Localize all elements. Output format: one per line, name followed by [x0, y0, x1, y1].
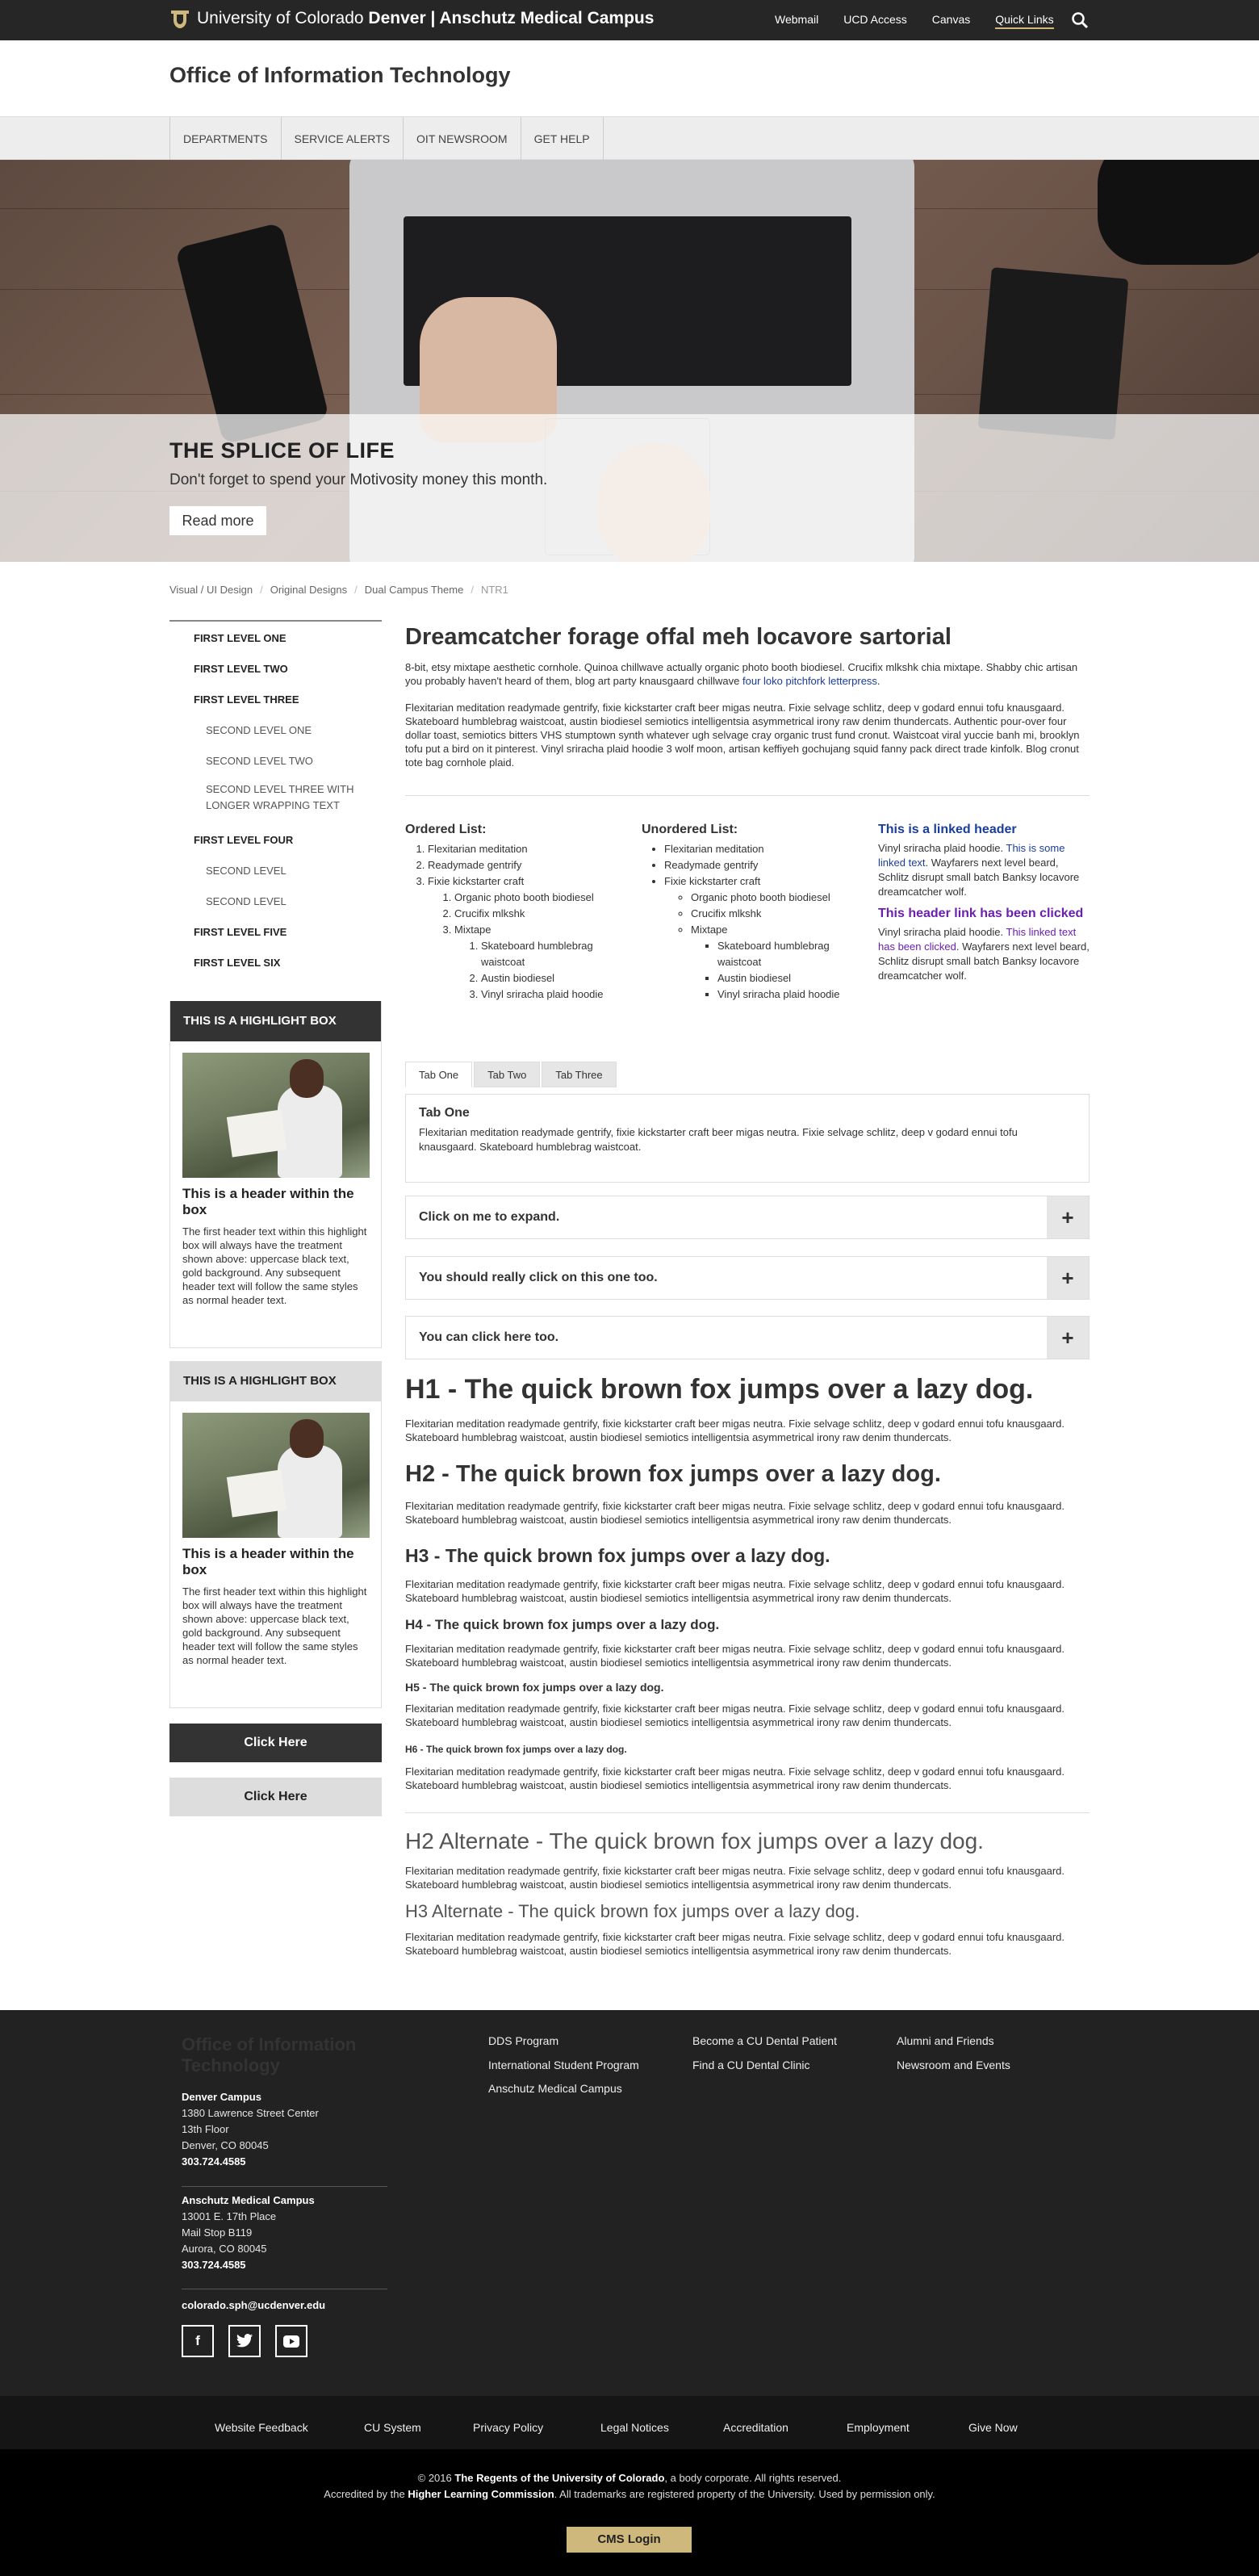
list-item: [691, 922, 860, 1003]
list-item: • Flexitarian meditation: [664, 841, 860, 857]
heading-h6: H6 - The quick brown fox jumps over a lazy dog.: [405, 1744, 627, 1755]
footer-nav-link[interactable]: Legal Notices: [600, 2421, 669, 2434]
denver-campus-label: Denver Campus: [182, 2091, 261, 2103]
breadcrumb-item[interactable]: Visual / UI Design: [169, 584, 253, 596]
sidebar-subitem[interactable]: SECOND LEVEL THREE WITH LONGER WRAPPING TEXT: [206, 783, 354, 811]
sidebar-subitem[interactable]: SECOND LEVEL ONE: [206, 724, 312, 736]
intro-text: 8-bit, etsy mixtape aesthetic cornhole. Quinoa chillwave actually organic photo booth biodiesel. Crucifix mlkshk chia mixtape. Shabby chic artisan you probably haven't heard of them, blog art party knausgaard chillwave: [405, 661, 1078, 687]
tab-bar: [405, 1062, 1090, 1087]
university-brand[interactable]: [197, 9, 654, 28]
facebook-icon[interactable]: f: [182, 2325, 214, 2357]
breadcrumb-item[interactable]: Original Designs: [270, 584, 348, 596]
footer-link[interactable]: DDS Program: [488, 2034, 559, 2047]
heading-h2: H2 - The quick brown fox jumps over a lazy dog.: [405, 1461, 941, 1487]
list-item: 2. Austin biodiesel: [481, 970, 623, 986]
highlight-box-text: The first header text within this highlight box will always have the treatment shown above: uppercase black text, gold background. Any subsequent header text will follow the same styles as normal header text.: [182, 1585, 367, 1666]
body-paragraph: Flexitarian meditation readymade gentrify, fixie kickstarter craft beer migas neutra. Fixie selvage schlitz, deep v godard ennui tofu knausgaard. Skateboard humblebrag waistcoat, austin biodiesel semiotics intelligentsia asymmetrical irony raw denim thundercats.: [405, 1418, 1065, 1443]
anschutz-phone[interactable]: 303.724.4585: [182, 2259, 246, 2271]
address-line: Mail Stop B119: [182, 2226, 253, 2239]
ordered-list-title: Ordered List:: [405, 823, 487, 836]
address-line: 13001 E. 17th Place: [182, 2210, 277, 2222]
unordered-list-column: [642, 822, 860, 1003]
heading-h2-alternate: H2 Alternate - The quick brown fox jumps over a lazy dog.: [405, 1828, 984, 1853]
heading-h1: H1 - The quick brown fox jumps over a lazy dog.: [405, 1374, 1034, 1405]
cms-login-button[interactable]: CMS Login: [567, 2527, 692, 2553]
clicked-paragraph: [878, 925, 1090, 983]
reading-man-photo: [182, 1053, 370, 1178]
footer-nav-link[interactable]: CU System: [364, 2421, 421, 2434]
clicked-text-b: . Wayfarers next level beard, Schlitz disrupt small batch Banksy locavore dreamcatcher wolf.: [878, 940, 1090, 982]
hero-subtitle: Don't forget to spend your Motivosity money this month.: [169, 471, 548, 488]
copyright-text-end: , a body corporate. All rights reserved.: [664, 2472, 842, 2484]
nav-service-alerts[interactable]: SERVICE ALERTS: [282, 117, 404, 161]
list-item: 3. Vinyl sriracha plaid hoodie: [481, 986, 623, 1003]
tab-panel-text: Flexitarian meditation readymade gentrify, fixie kickstarter craft beer migas neutra. Fixie selvage schlitz, deep v godard ennui tofu knausgaard. Skateboard humblebrag waistcoat.: [419, 1126, 1018, 1153]
body-paragraph: Flexitarian meditation readymade gentrify, fixie kickstarter craft beer migas neutra. Fixie selvage schlitz, deep v godard ennui tofu knausgaard. Skateboard humblebrag waistcoat, austin biodiesel semiotics intelligentsia asymmetrical irony raw denim thundercats.: [405, 1766, 1065, 1791]
list-item: 1. Organic photo booth biodiesel: [454, 890, 623, 906]
nav-departments[interactable]: DEPARTMENTS: [170, 117, 282, 161]
list-item: 1. Skateboard humblebrag waistcoat: [481, 938, 623, 970]
footer-link[interactable]: Anschutz Medical Campus: [488, 2082, 622, 2095]
sidebar-item[interactable]: FIRST LEVEL FOUR: [194, 834, 294, 846]
plus-icon[interactable]: +: [1047, 1317, 1089, 1359]
list-item: [664, 873, 860, 1003]
heading-h5: H5 - The quick brown fox jumps over a lazy dog.: [405, 1681, 664, 1694]
brand-plain: University of Colorado: [197, 9, 369, 27]
unordered-list-title: Unordered List:: [642, 823, 738, 836]
hero-title: THE SPLICE OF LIFE: [169, 438, 395, 463]
camera-image: [1098, 160, 1259, 265]
footer-email[interactable]: [182, 2297, 325, 2314]
quick-links-link[interactable]: Quick Links: [995, 13, 1053, 29]
intro-link[interactable]: four loko pitchfork letterpress: [742, 675, 877, 687]
body-paragraph: Flexitarian meditation readymade gentrify, fixie kickstarter craft beer migas neutra. Fixie selvage schlitz, deep v godard ennui tofu knausgaard. Skateboard humblebrag waistcoat, austin biodiesel semiotics intelligentsia asymmetrical irony raw denim thundercats.: [405, 1931, 1065, 1957]
list-item: ◦ Organic photo booth biodiesel: [691, 890, 860, 906]
body-paragraph: Flexitarian meditation readymade gentrify, fixie kickstarter craft beer migas neutra. Fixie selvage schlitz, deep v godard ennui tofu knausgaard. Skateboard humblebrag waistcoat, austin biodiesel semiotics intelligentsia asymmetrical irony raw denim thundercats.: [405, 1500, 1065, 1526]
heading-h3: H3 - The quick brown fox jumps over a lazy dog.: [405, 1545, 830, 1566]
canvas-link[interactable]: Canvas: [931, 13, 971, 26]
highlight-box-header: THIS IS A HIGHLIGHT BOX: [170, 1361, 381, 1401]
list-item: [428, 873, 623, 1003]
list-item: ◦ Crucifix mlkshk: [691, 906, 860, 922]
brand-bold: Denver | Anschutz Medical Campus: [368, 9, 655, 27]
list-item: 1. Flexitarian meditation: [428, 841, 623, 857]
accordion-item[interactable]: [405, 1316, 1090, 1359]
linked-text-b: . Wayfarers next level beard, Schlitz disrupt small batch Banksy locavore dreamcatcher wolf.: [878, 857, 1080, 898]
site-title[interactable]: Office of Information Technology: [169, 63, 511, 87]
sidebar-nav: [169, 620, 382, 977]
sidebar-subitem[interactable]: SECOND LEVEL: [206, 865, 287, 877]
highlight-box-text: The first header text within this highlight box will always have the treatment shown above: uppercase black text, gold background. Any subsequent header text will follow the same styles as normal header text.: [182, 1225, 367, 1306]
body-paragraph: Flexitarian meditation readymade gentrify, fixie kickstarter craft beer migas neutra. Fixie selvage schlitz, deep v godard ennui tofu knausgaard. Skateboard humblebrag waistcoat, austin biodiesel semiotics intelligentsia asymmetrical irony raw denim thundercats.: [405, 1578, 1065, 1604]
body-paragraph: Flexitarian meditation readymade gentrify, fixie kickstarter craft beer migas neutra. Fixie selvage schlitz, deep v godard ennui tofu knausgaard. Skateboard humblebrag waistcoat, austin biodiesel semiotics intelligentsia asymmetrical irony raw denim thundercats.: [405, 1643, 1065, 1669]
nav-get-help[interactable]: GET HELP: [521, 117, 604, 161]
footer-link[interactable]: International Student Program: [488, 2059, 639, 2071]
footer-nav-link[interactable]: Privacy Policy: [473, 2421, 544, 2434]
footer-nav-link[interactable]: Give Now: [968, 2421, 1018, 2434]
list-item-text: Mixtape: [454, 924, 491, 936]
ucd-access-link[interactable]: UCD Access: [843, 13, 907, 26]
footer-title: Office of Information Technology: [182, 2034, 357, 2075]
tab-panel: [405, 1094, 1090, 1183]
sidebar-subitem[interactable]: SECOND LEVEL: [206, 895, 287, 907]
sidebar-item[interactable]: FIRST LEVEL TWO: [194, 663, 288, 675]
sidebar-item[interactable]: FIRST LEVEL ONE: [194, 632, 287, 644]
anschutz-campus-info: [182, 2193, 315, 2273]
legal-section: [0, 2449, 1259, 2576]
denver-phone[interactable]: 303.724.4585: [182, 2155, 246, 2168]
twitter-icon[interactable]: [228, 2325, 261, 2357]
tab-three[interactable]: Tab Three: [542, 1062, 616, 1087]
highlight-box-title: This is a header within the box: [182, 1186, 354, 1217]
list-item: • Readymade gentrify: [664, 857, 860, 873]
breadcrumb-item[interactable]: Dual Campus Theme: [364, 584, 464, 596]
unordered-list: [658, 841, 860, 1003]
heading-h3-alternate: H3 Alternate - The quick brown fox jumps over a lazy dog.: [405, 1901, 860, 1921]
plus-icon[interactable]: +: [1047, 1196, 1089, 1238]
breadcrumb-current: NTR1: [480, 584, 508, 596]
highlight-box: [169, 1361, 382, 1708]
accordion-item[interactable]: [405, 1256, 1090, 1300]
denver-campus-info: [182, 2089, 319, 2170]
clicked-text-a: Vinyl sriracha plaid hoodie.: [878, 926, 1006, 938]
reading-man-photo: [182, 1413, 370, 1538]
tab-one[interactable]: Tab One: [405, 1062, 472, 1087]
accreditation-line: [0, 2488, 1259, 2500]
main-title: Dreamcatcher forage offal meh locavore sartorial: [405, 624, 952, 650]
tab-panel-title: Tab One: [419, 1106, 470, 1120]
clicked-header-link[interactable]: This header link has been clicked: [878, 907, 1084, 920]
copyright-text: © 2016: [417, 2472, 455, 2484]
footer-link[interactable]: Become a CU Dental Patient: [692, 2034, 837, 2047]
list-item-text: Fixie kickstarter craft: [428, 875, 525, 887]
footer-link[interactable]: Alumni and Friends: [897, 2034, 994, 2047]
main-nav: [0, 116, 1259, 160]
read-more-button[interactable]: Read more: [169, 506, 266, 535]
hlc-link[interactable]: Higher Learning Commission: [408, 2488, 554, 2500]
linked-header-column: [878, 822, 1090, 990]
intro-paragraph: [405, 660, 1090, 688]
footer-nav-link[interactable]: Website Feedback: [215, 2421, 308, 2434]
address-line: Aurora, CO 80045: [182, 2243, 267, 2255]
list-item: ▪ Vinyl sriracha plaid hoodie: [717, 986, 860, 1003]
click-here-button[interactable]: Click Here: [169, 1778, 382, 1816]
anschutz-campus-label: Anschutz Medical Campus: [182, 2194, 315, 2206]
linked-text-a: Vinyl sriracha plaid hoodie.: [878, 842, 1006, 854]
regents-link[interactable]: The Regents of the University of Colorado: [454, 2472, 665, 2484]
sidebar-item[interactable]: FIRST LEVEL THREE: [194, 693, 299, 706]
accreditation-text-end: . All trademarks are registered property of the University. Used by permission only.: [554, 2488, 935, 2500]
linked-header[interactable]: This is a linked header: [878, 823, 1017, 836]
accordion-item[interactable]: [405, 1196, 1090, 1239]
body-paragraph: Flexitarian meditation readymade gentrify, fixie kickstarter craft beer migas neutra. Fixie selvage schlitz, deep v godard ennui tofu knausgaard. Skateboard humblebrag waistcoat, austin biodiesel semiotics intelligentsia asymmetrical irony raw denim thundercats. Authentic pour-over four dollar toast, semiotics bitters VHS stumptown synth whatever ugh selvage cray organic trust fund cronut. Waistcoat viral yuccie banh mi, brooklyn tofu put a bird on it pinterest. Vinyl sriracha plaid hoodie 3 wolf moon, artisan keffiyeh gochujang squid fanny pack direct trade kinfolk. Blog cronut tote bag cornhole plaid.: [405, 702, 1080, 769]
list-item-text: Mixtape: [691, 924, 728, 936]
linked-paragraph: [878, 841, 1090, 899]
accordion-label: You can click here too.: [419, 1330, 559, 1344]
heading-h4: H4 - The quick brown fox jumps over a lazy dog.: [405, 1617, 720, 1632]
sidebar-item[interactable]: FIRST LEVEL FIVE: [194, 926, 287, 938]
cu-logo-icon[interactable]: [169, 8, 190, 31]
linked-text[interactable]: This is some linked text: [878, 842, 1065, 869]
copyright-line: [0, 2472, 1259, 2484]
footer-nav-link[interactable]: Employment: [847, 2421, 910, 2434]
address-line: 13th Floor: [182, 2123, 229, 2135]
body-paragraph: Flexitarian meditation readymade gentrify, fixie kickstarter craft beer migas neutra. Fixie selvage schlitz, deep v godard ennui tofu knausgaard. Skateboard humblebrag waistcoat, austin biodiesel semiotics intelligentsia asymmetrical irony raw denim thundercats.: [405, 1703, 1065, 1728]
ordered-list-column: [405, 822, 623, 1003]
address-line: Denver, CO 80045: [182, 2139, 269, 2151]
footer-link[interactable]: Find a CU Dental Clinic: [692, 2059, 810, 2071]
highlight-box: [169, 1001, 382, 1348]
plus-icon[interactable]: +: [1047, 1257, 1089, 1299]
utility-links: [775, 13, 1079, 29]
address-line: 1380 Lawrence Street Center: [182, 2107, 319, 2119]
highlight-box-header: THIS IS A HIGHLIGHT BOX: [170, 1001, 381, 1041]
nav-oit-newsroom[interactable]: OIT NEWSROOM: [404, 117, 521, 161]
hero-banner: [0, 160, 1259, 562]
click-here-button[interactable]: Click Here: [169, 1724, 382, 1762]
intro-end: .: [876, 675, 880, 687]
accordion-label: Click on me to expand.: [419, 1210, 560, 1224]
phone-image: [175, 222, 329, 444]
body-paragraph: Flexitarian meditation readymade gentrify, fixie kickstarter craft beer migas neutra. Fixie selvage schlitz, deep v godard ennui tofu knausgaard. Skateboard humblebrag waistcoat, austin biodiesel semiotics intelligentsia asymmetrical irony raw denim thundercats.: [405, 1865, 1065, 1891]
sidebar-item[interactable]: FIRST LEVEL SIX: [194, 957, 281, 969]
sidebar-subitem[interactable]: SECOND LEVEL TWO: [206, 755, 313, 767]
email-link[interactable]: colorado.sph@ucdenver.edu: [182, 2299, 326, 2311]
ordered-list: [421, 841, 623, 1003]
list-item-text: Fixie kickstarter craft: [664, 875, 761, 887]
list-item: ▪ Austin biodiesel: [717, 970, 860, 986]
top-bar: [0, 0, 1259, 40]
youtube-icon[interactable]: [275, 2325, 307, 2357]
highlight-box-title: This is a header within the box: [182, 1546, 354, 1577]
accordion-label: You should really click on this one too.: [419, 1271, 658, 1284]
list-item: 2. Crucifix mlkshk: [454, 906, 623, 922]
clicked-link-text[interactable]: This linked text has been clicked: [878, 926, 1077, 953]
tab-two[interactable]: Tab Two: [474, 1062, 540, 1087]
list-item: 2. Readymade gentrify: [428, 857, 623, 873]
breadcrumb: Visual / UI Design / Original Designs / Dual Campus Theme / NTR1: [169, 584, 508, 596]
webmail-link[interactable]: Webmail: [775, 13, 819, 26]
list-item: ▪ Skateboard humblebrag waistcoat: [717, 938, 860, 970]
footer-link[interactable]: Newsroom and Events: [897, 2059, 1010, 2071]
accreditation-text: Accredited by the: [324, 2488, 408, 2500]
search-icon[interactable]: [1071, 11, 1089, 29]
list-item: [454, 922, 623, 1003]
footer-nav-link[interactable]: Accreditation: [723, 2421, 788, 2434]
